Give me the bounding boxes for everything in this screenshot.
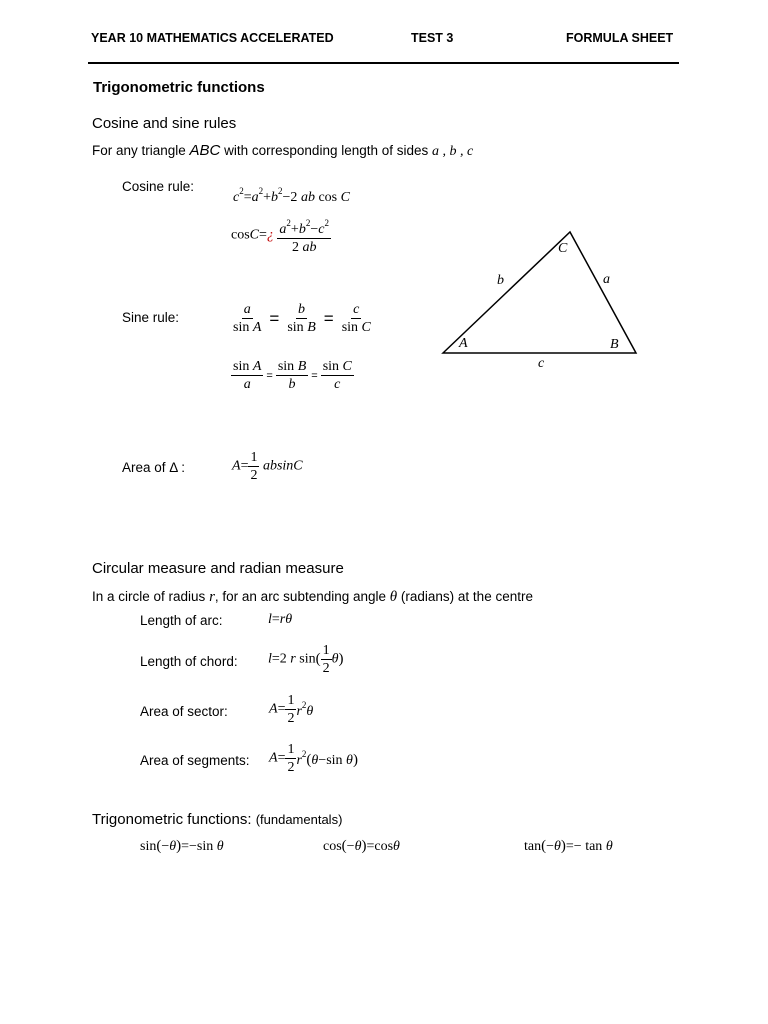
sine-rule-formula: $\frac{a}{\text{sin A}}$ = $\frac{b}{\text{sin B}}$ = $\frac{c}{\text{sin C}}$ — [233, 302, 371, 335]
triangle-intro: For any triangle ABC with corresponding length of sides a , b , c — [92, 142, 474, 159]
sine-rule-label: Sine rule: — [122, 310, 180, 325]
sine-rule-reciprocal: $\frac{\text{sin A}}{a}$ = $\frac{\text{sin B}}{b}$ = $\frac{\text{sin C}}{c}$ — [233, 359, 352, 392]
arc-length-label: Length of arc: — [140, 613, 223, 628]
vertex-b-label: B — [610, 337, 619, 352]
chord-length-formula: l=2 r sin( $\frac{1}{2}$ θ) — [268, 643, 344, 676]
header-divider — [88, 62, 679, 64]
chord-length-label: Length of chord: — [140, 654, 238, 669]
cosine-rule-label: Cosine rule: — [122, 179, 195, 194]
arc-length-formula: l=rθ — [268, 612, 293, 627]
sector-area-label: Area of sector: — [140, 704, 228, 719]
area-triangle-formula: A= $\frac{1}{2}$ absinC — [232, 450, 303, 483]
vertex-a-label: A — [459, 336, 468, 351]
section-title-circular: Circular measure and radian measure — [92, 560, 344, 577]
subsection-cosine-sine: Cosine and sine rules — [92, 115, 237, 132]
triangle-diagram — [436, 225, 646, 375]
side-a-label: a — [603, 272, 610, 287]
circle-intro: In a circle of radius r, for an arc subtending angle θ (radians) at the centre — [92, 589, 533, 605]
sin-odd-identity: sin(−θ)=−sin θ — [140, 838, 224, 854]
sector-area-formula: A= $\frac{1}{2}$ $r^2\theta$ — [269, 693, 314, 726]
segment-area-formula: A= $\frac{1}{2}$ $r^2(\theta-\sin$ θ) — [269, 742, 358, 775]
cosine-rule-formula: $c^2=a^2+b^2-2$ ab cos C — [233, 186, 350, 205]
section-title-fundamentals: Trigonometric functions: (fundamentals) — [92, 811, 343, 828]
header-course: YEAR 10 MATHEMATICS ACCELERATED — [91, 31, 334, 45]
side-b-label: b — [497, 273, 504, 288]
cosine-rule-rearranged: cosC=¿ $\frac{a^2+b^2-c^2}{2 ab}$ — [231, 218, 329, 255]
tan-odd-identity: tan(−θ)=− tan θ — [524, 838, 613, 854]
area-triangle-label: Area of Δ : — [122, 460, 186, 475]
header-test: TEST 3 — [411, 31, 454, 45]
triangle-shape — [443, 232, 636, 353]
header-sheet: FORMULA SHEET — [566, 31, 674, 45]
vertex-c-label: C — [558, 241, 568, 256]
cos-even-identity: cos(−θ)=cosθ — [323, 838, 400, 854]
side-c-label: c — [538, 356, 545, 371]
segment-area-label: Area of segments: — [140, 753, 250, 768]
section-title-trig: Trigonometric functions — [93, 79, 265, 96]
